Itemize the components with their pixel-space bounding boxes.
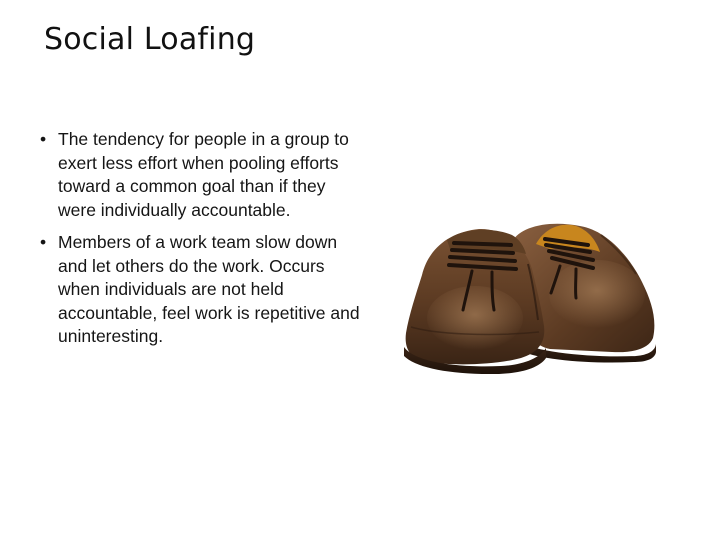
bullet-item bbox=[40, 231, 360, 349]
bullet-marker: • bbox=[40, 232, 47, 252]
slide-title: Social Loafing bbox=[44, 22, 256, 57]
bullet-item bbox=[40, 128, 360, 222]
bullet-marker: • bbox=[40, 129, 47, 149]
bullet-text: The tendency for people in a group to exert less effort when pooling efforts toward a common goal than if they were individually accountable. bbox=[58, 129, 349, 220]
bullet-text: Members of a work team slow down and let others do the work. Occurs when individuals are not held accountable, feel work is repetitive and uninteresting. bbox=[58, 232, 360, 346]
bullet-list bbox=[40, 128, 360, 358]
left-shoe bbox=[404, 229, 546, 374]
shoes-illustration bbox=[400, 202, 662, 374]
